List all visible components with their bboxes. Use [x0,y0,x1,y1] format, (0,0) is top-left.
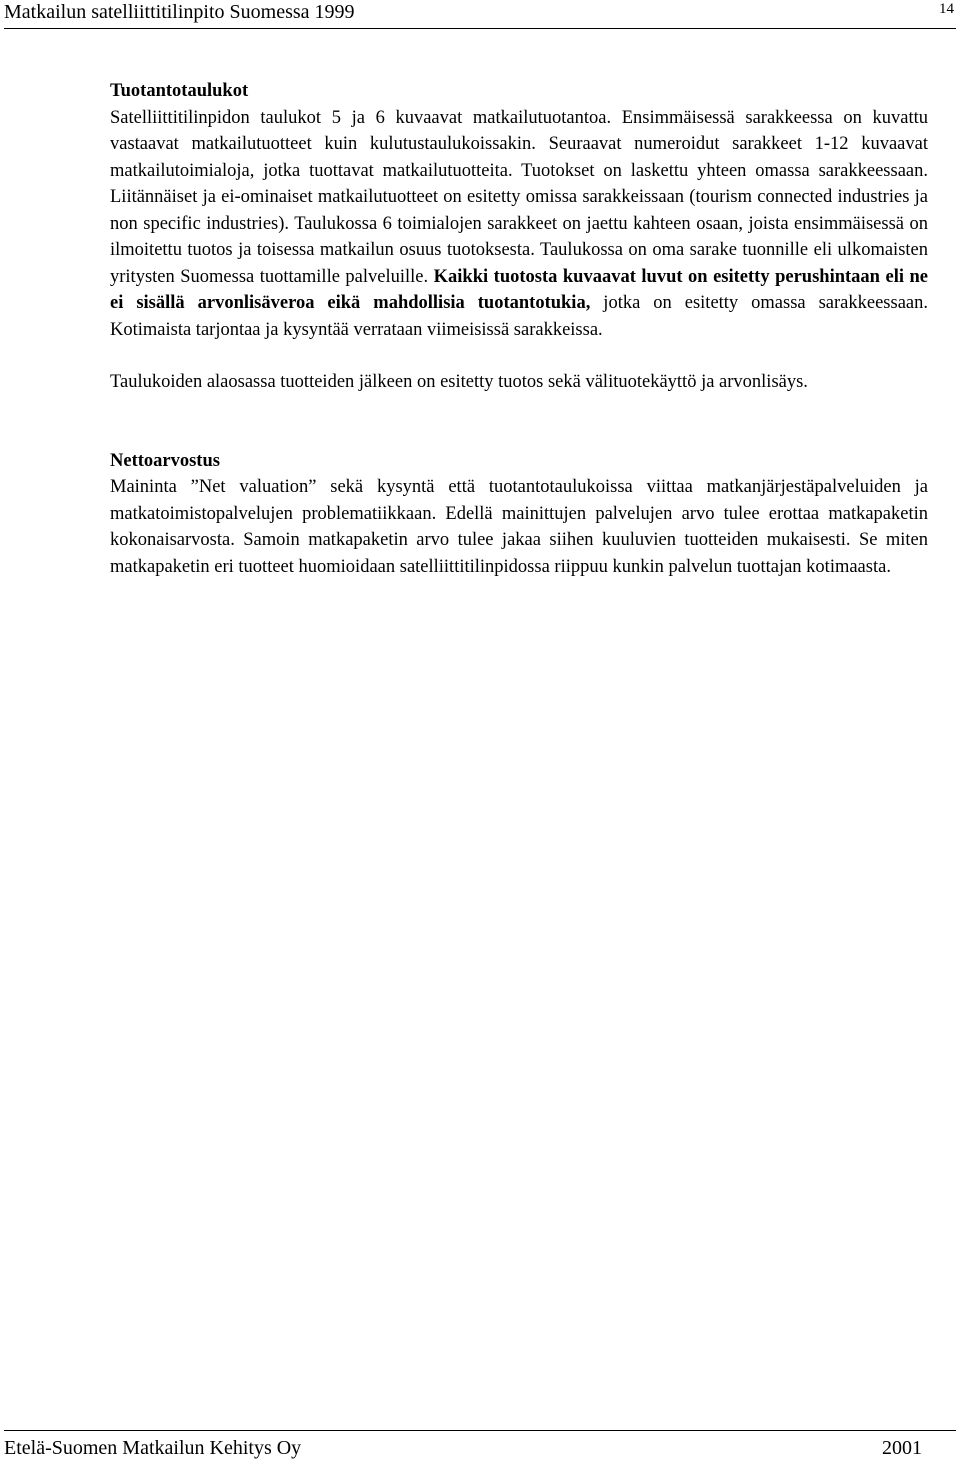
footer-year: 2001 [882,1437,922,1459]
page-header [4,0,956,36]
section-spacer [110,396,928,448]
document-title: Matkailun satelliittitilinpito Suomessa 1999 [4,1,355,23]
page-number: 14 [939,1,954,17]
paragraph-net-valuation: Maininta ”Net valuation” sekä kysyntä että tuotantotaulukoissa viittaa matkanjärjestäpalveluiden ja matkatoimistopalvelujen problematiikkaan. Edellä mainittujen palvelujen arvo tulee erottaa matkapaketin kokonaisarvosta. Samoin matkapaketin arvo tulee jakaa siihen kuuluvien tuotteiden mukaisesti. Se miten matkapaketin eri tuotteet huomioidaan satelliittitilinpidossa riippuu kunkin palvelun tuottajan kotimaasta. [110,477,928,577]
footer-divider [4,1430,956,1431]
header-divider [4,28,956,29]
paragraph-production-tables [110,105,928,344]
page-footer [4,1430,956,1460]
footer-organization: Etelä-Suomen Matkailun Kehitys Oy [4,1437,302,1459]
page-body [110,78,928,580]
paragraph-bold-text: Kaikki tuotosta kuvaavat luvut on esitetty perushintaan eli ne ei sisällä arvonlisäveroa eikä mahdollisia tuotantotukia, [110,266,928,313]
section-title-nettoarvostus: Nettoarvostus [110,450,220,471]
paragraph-text: jotka on esitetty omassa sarakkeessaan. Kotimaista tarjontaa ja kysyntää verrataan viimeisissä sarakkeissa. [110,293,928,340]
section-title-tuotantotaulukot: Tuotantotaulukot [110,81,249,101]
paragraph-text: Satelliittitilinpidon taulukot 5 ja 6 kuvaavat matkailutuotantoa. Ensimmäisessä sarakkeessa on kuvattu vastaavat matkailutuotteet kuin kulutustaulukoissakin. Seuraavat numeroidut sarakkeet 1-12 kuvaavat matkailutoimialoja, jotka tuottavat matkailutuotteita. Tuotokset on laskettu yhteen omassa sarakkeessaan. Liitännäiset ja ei-ominaiset matkailutuotteet on esitetty omissa sarakkeissaan (tourism connected industries ja non specific industries). Taulukossa 6 toimialojen sarakkeet on jaettu kahteen osaan, joista ensimmäisessä on ilmoitettu tuotos ja toisessa matkailun osuus tuotoksesta. Taulukossa on oma sarake tuonnille eli ulkomaisten yritysten Suomessa tuottamille palveluille. [110,107,928,287]
paragraph-spacer [110,343,928,369]
paragraph-table-bottom: Taulukoiden alaosassa tuotteiden jälkeen on esitetty tuotos sekä välituotekäyttö ja arvonlisäys. [110,372,808,392]
